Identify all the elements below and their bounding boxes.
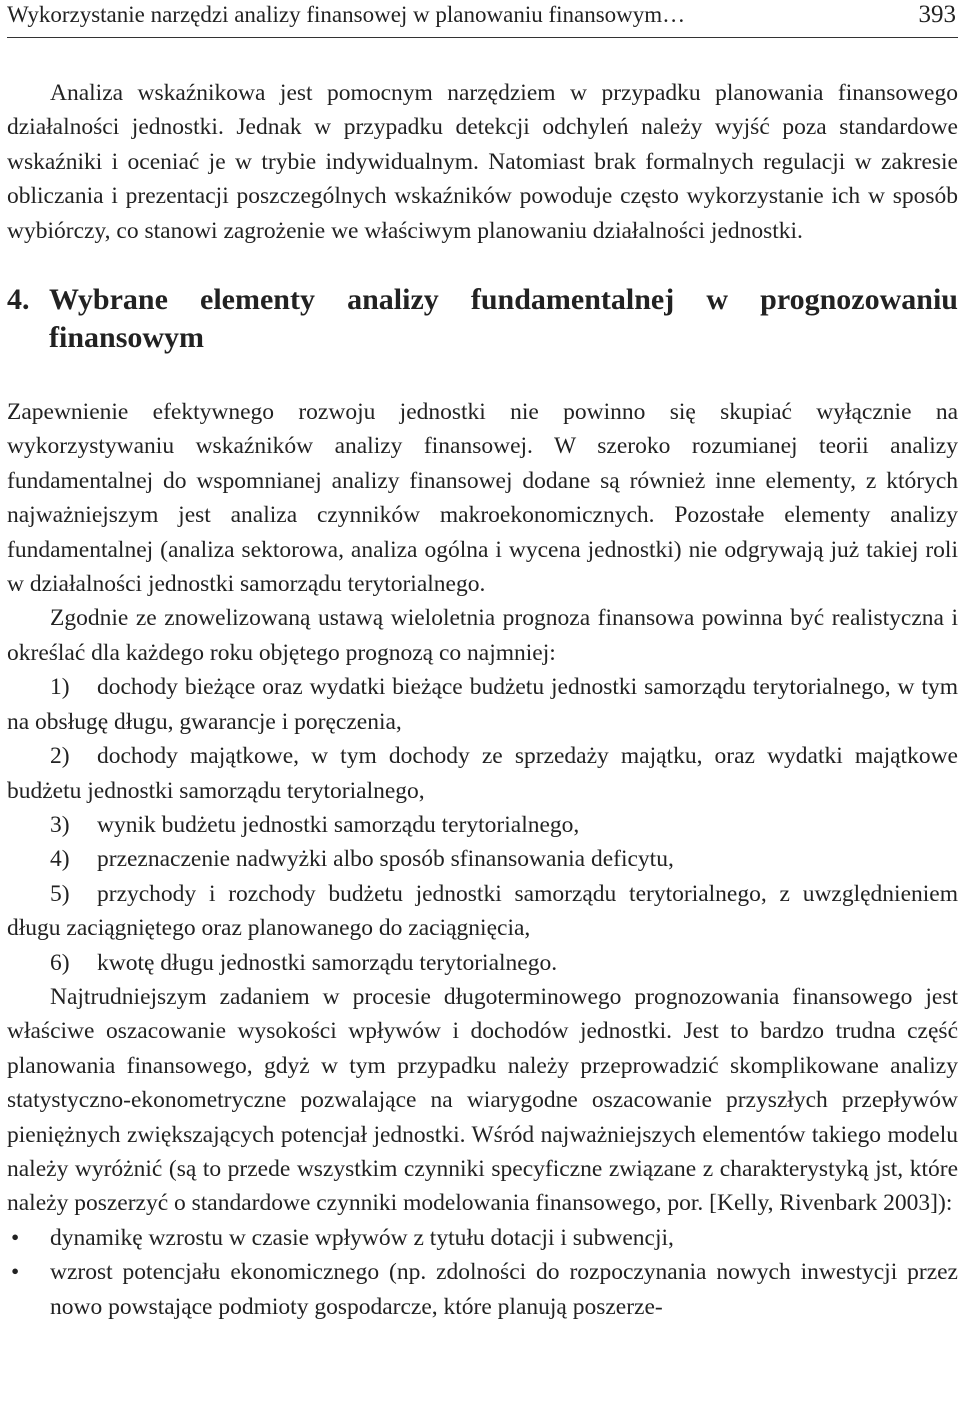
bullet-list [7,1221,958,1324]
bullet-item [7,1221,958,1255]
list-item [7,670,958,739]
numbered-list [7,670,958,980]
running-header [7,0,958,38]
bullet-item-text: wzrost potencjału ekonomicznego (np. zdolności do rozpoczynania nowych inwestycji przez nowo powstające podmioty gospodarcze, które planują poszerze- [50,1259,958,1320]
document-page [7,0,958,1324]
section-title: Wybrane elementy analizy fundamentalnej w prognozowaniu finansowym [49,283,958,355]
list-item-text: wynik budżetu jednostki samorządu terytorialnego, [97,811,580,838]
page-number: 393 [918,1,956,28]
list-item-text: dochody majątkowe, w tym dochody ze sprzedaży majątku, oraz wydatki majątkowe budżetu jednostki samorządu terytorialnego, [7,743,958,804]
running-header-title: Wykorzystanie narzędzi analizy finansowej w planowaniu finansowym… [7,2,686,27]
list-item-number: 6) [50,949,70,976]
list-item-number: 2) [50,743,70,770]
paragraph-forecast-requirements: Zgodnie ze znowelizowaną ustawą wieloletnia prognoza finansowa powinna być realistyczna i określać dla każdego roku objętego prognozą co najmniej: [7,605,958,666]
bullet-icon: • [11,1224,20,1251]
section-number: 4. [7,283,30,317]
list-item-number: 3) [50,811,70,838]
list-item [7,739,958,808]
paragraph-fundamental-analysis: Zapewnienie efektywnego rozwoju jednostki nie powinno się skupiać wyłącznie na wykorzystywaniu wskaźników analizy finansowej. W szeroko rozumianej teorii analizy fundamentalnej do wspomnianej analizy finansowej dodane są również inne elementy, z których najważniejszym jest analiza czynników makroekonomicznych. Pozostałe elementy analizy fundamentalnej (analiza sektorowa, analiza ogólna i wycena jednostki) nie odgrywają już takiej roli w działalności jednostki samorządu terytorialnego. [7,399,958,598]
list-item [7,877,958,946]
list-item-text: kwotę długu jednostki samorządu terytorialnego. [97,949,558,976]
bullet-icon: • [11,1259,20,1286]
paragraph-ratio-analysis: Analiza wskaźnikowa jest pomocnym narzędziem w przypadku planowania finansowego działalności jednostki. Jednak w przypadku detekcji odchyleń należy wyjść poza standardowe wskaźniki i oceniać je w trybie indywidualnym. Natomiast brak formalnych regulacji w zakresie obliczania i prezentacji poszczególnych wskaźników powoduje często wykorzystanie ich w sposób wybiórczy, co stanowi zagrożenie we właściwym planowaniu działalności jednostki. [7,80,958,244]
bullet-item-text: dynamikę wzrostu w czasie wpływów z tytułu dotacji i subwencji, [50,1224,674,1251]
list-item-number: 4) [50,846,70,873]
paragraph-forecasting-difficulty: Najtrudniejszym zadaniem w procesie długoterminowego prognozowania finansowego jest właściwe oszacowanie wysokości wpływów i dochodów jednostki. Jest to bardzo trudna część planowania finansowego, gdyż w tym przypadku należy przeprowadzić skomplikowane analizy statystyczno-ekonometryczne pozwalające na wiarygodne oszacowanie przyszłych przepływów pieniężnych zwiększających potencjał jednostki. Wśród najważniejszych elementów takiego modelu należy wyróżnić (są to przede wszystkim czynniki specyficzne związane z charakterystyką jst, które należy poszerzyć o standardowe czynniki modelowania finansowego, por. [Kelly, Rivenbark 2003]): [7,983,958,1217]
list-item [7,808,958,842]
list-item-number: 5) [50,880,70,907]
body-text [7,76,958,1324]
list-item [7,842,958,876]
section-heading [7,281,958,357]
list-item-text: przychody i rozchody budżetu jednostki samorządu terytorialnego, z uwzględnieniem długu zaciągniętego oraz planowanego do zaciągnięcia, [7,880,958,942]
list-item-text: dochody bieżące oraz wydatki bieżące budżetu jednostki samorządu terytorialnego, w tym na obsługę długu, gwarancje i poręczenia, [7,674,958,735]
list-item [7,946,958,980]
list-item-number: 1) [50,674,70,701]
list-item-text: przeznaczenie nadwyżki albo sposób sfinansowania deficytu, [97,846,674,873]
bullet-item [7,1255,958,1324]
